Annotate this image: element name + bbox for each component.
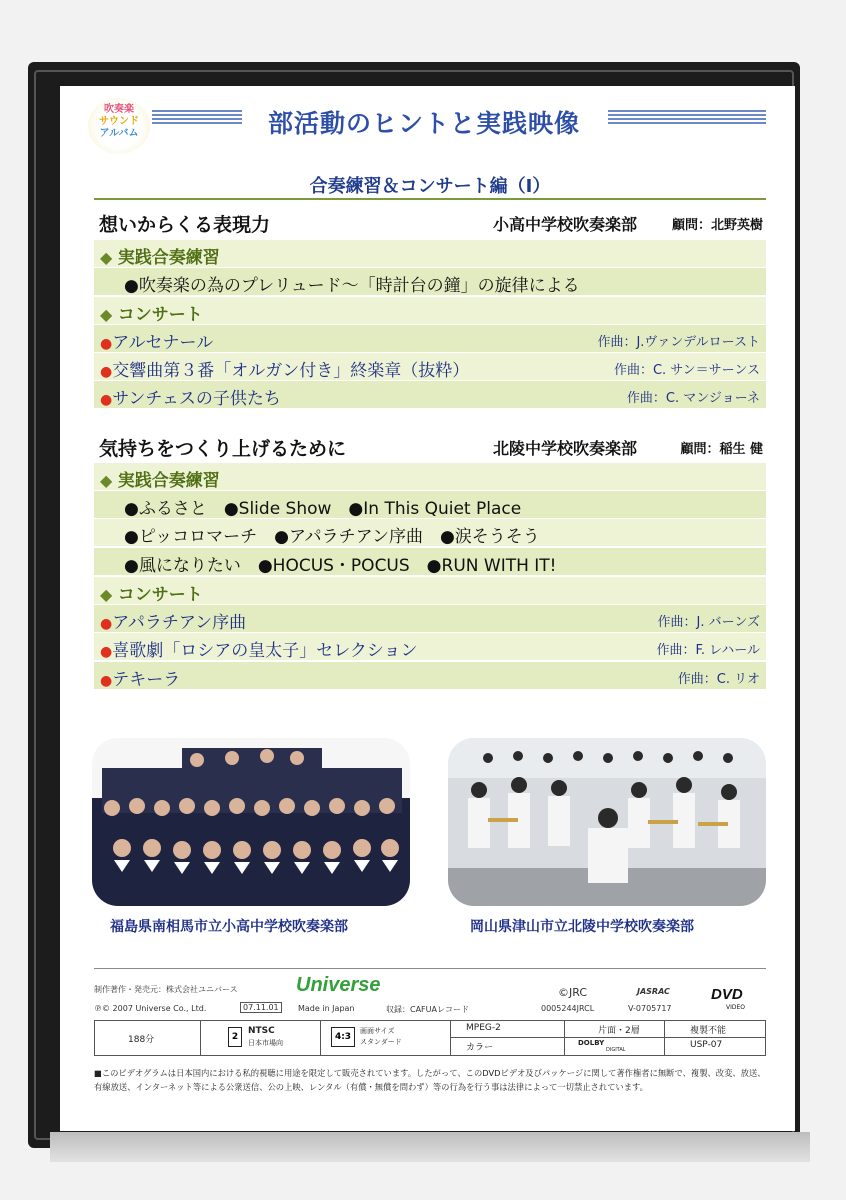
dvd-video-label: VIDEO <box>726 1004 746 1011</box>
section1-concert-heading: ◆ コンサート <box>94 297 766 324</box>
section1-header <box>97 210 765 238</box>
list-item: ●ふるさと ●Slide Show ●In This Quiet Place <box>94 491 766 518</box>
footer-divider <box>94 968 766 969</box>
diamond-bullet-icon: ◆ <box>100 248 113 267</box>
list-item: ●アパラチアン序曲 作曲：J. バーンズ <box>94 605 766 632</box>
red-dot-icon: ● <box>100 336 113 352</box>
list-item: ●サンチェスの子供たち 作曲：C. マンジョーネ <box>94 381 766 408</box>
table-divider <box>320 1020 321 1056</box>
aspect-ratio-icon: 4:3 <box>331 1027 355 1047</box>
list-item: ●喜歌劇「ロシアの皇太子」セレクション 作曲：F. レハール <box>94 633 766 660</box>
section2-school: 北陵中学校吹奏楽部 <box>492 439 637 458</box>
diamond-bullet-icon: ◆ <box>100 471 113 490</box>
color-spec: カラー <box>466 1043 494 1053</box>
list-item: ●風になりたい ●HOCUS・POCUS ●RUN WITH IT! <box>94 548 766 575</box>
legal-notice: ■このビデオグラムは日本国内における私的視聴に用途を限定して販売されています。したがって、このDVDビデオ及びパッケージに関して著作権者に無断で、複製、改変、放送、有線放送、インターネット等による公衆送信、公の上映、レンタル（有償・無償を問わず）等の行為を行う事は法律によって一切禁止されています。 <box>94 1068 766 1092</box>
right-photo-caption: 岡山県津山市立北陵中学校吹奏楽部 <box>470 919 694 935</box>
red-dot-icon: ● <box>100 644 113 660</box>
copyright-text: ℗© 2007 Universe Co., Ltd. <box>94 1004 207 1013</box>
section1-advisor: 顧問：北野英樹 <box>671 218 763 233</box>
table-divider <box>564 1020 565 1056</box>
table-divider <box>450 1037 766 1038</box>
universe-logo: Universe <box>296 974 381 996</box>
jasrac-code: V-0705717 <box>628 1004 672 1013</box>
runtime: 188分 <box>128 1035 155 1045</box>
section1-title: 想いからくる表現力 <box>99 214 271 236</box>
band-photo-left <box>92 738 410 906</box>
section2-concert-heading: ◆ コンサート <box>94 577 766 604</box>
red-dot-icon: ● <box>100 392 113 408</box>
section1-practice-heading: ◆ 実践合奏練習 <box>94 240 766 267</box>
list-item: ●アルセナール 作曲：J.ヴァンデルロースト <box>94 325 766 352</box>
title-stripes-left <box>152 110 242 126</box>
section2-header <box>97 434 765 462</box>
series-logo: 吹奏楽 サウンド アルバム <box>88 98 150 154</box>
jrc-mark: ©JRC <box>558 986 588 999</box>
made-in-text: Made in Japan <box>298 1004 355 1013</box>
ntsc-sub: 日本市場向 <box>248 1039 283 1047</box>
red-dot-icon: ● <box>100 673 113 689</box>
left-photo-caption: 福島県南相馬市立小高中学校吹奏楽部 <box>110 919 348 935</box>
list-item: ●テキーラ 作曲：C. リオ <box>94 662 766 689</box>
diamond-bullet-icon: ◆ <box>100 305 113 324</box>
region-2-icon: 2 <box>228 1027 242 1047</box>
table-divider <box>200 1020 201 1056</box>
dolby-logo: DOLBY <box>578 1039 605 1047</box>
dvd-logo: DVD <box>711 986 743 1003</box>
list-item: ●吹奏楽の為のプレリュード～「時計台の鐘」の旋律による <box>94 268 766 295</box>
table-divider <box>450 1020 451 1056</box>
case-bottom-edge <box>50 1132 810 1162</box>
table-divider <box>664 1020 665 1056</box>
diamond-bullet-icon: ◆ <box>100 585 113 604</box>
specs-table <box>94 1020 766 1056</box>
section2-practice-heading: ◆ 実践合奏練習 <box>94 463 766 490</box>
recording-text: 収録：CAFUAレコード <box>386 1005 469 1014</box>
band-photo-right <box>448 738 766 906</box>
disc-layers: 片面・2層 <box>598 1026 640 1036</box>
section1-school: 小高中学校吹奏楽部 <box>492 215 637 234</box>
catalog-number: USP-07 <box>690 1040 723 1050</box>
aspect-text2: スタンダード <box>360 1038 402 1046</box>
red-dot-icon: ● <box>100 364 113 380</box>
section2-title: 気持ちをつくり上げるために <box>99 438 347 460</box>
list-item: ●ピッコロマーチ ●アパラチアン序曲 ●涙そうそう <box>94 519 766 546</box>
release-date: 07.11.01 <box>240 1002 282 1013</box>
section2-advisor: 顧問：稲生 健 <box>680 442 763 457</box>
ntsc-label: NTSC <box>248 1026 275 1036</box>
page-title: 部活動のヒントと実践映像 <box>267 109 580 138</box>
dolby-sub: DIGITAL <box>606 1047 626 1053</box>
page-subtitle: 合奏練習＆コンサート編（Ⅰ） <box>309 176 551 197</box>
jrc-code: 0005244JRCL <box>541 1004 595 1013</box>
red-dot-icon: ● <box>100 616 113 632</box>
aspect-text1: 画面サイズ <box>360 1027 395 1035</box>
producer-text: 制作著作・発売元：株式会社ユニバース <box>94 985 238 994</box>
title-stripes-right <box>608 110 766 126</box>
jasrac-mark: JASRAC <box>637 987 670 996</box>
video-format: MPEG-2 <box>466 1023 501 1033</box>
list-item: ●交響曲第３番「オルガン付き」終楽章（抜粋） 作曲：C. サン＝サーンス <box>94 353 766 380</box>
subtitle-divider <box>94 198 766 200</box>
copy-protection: 複製不能 <box>690 1026 727 1036</box>
